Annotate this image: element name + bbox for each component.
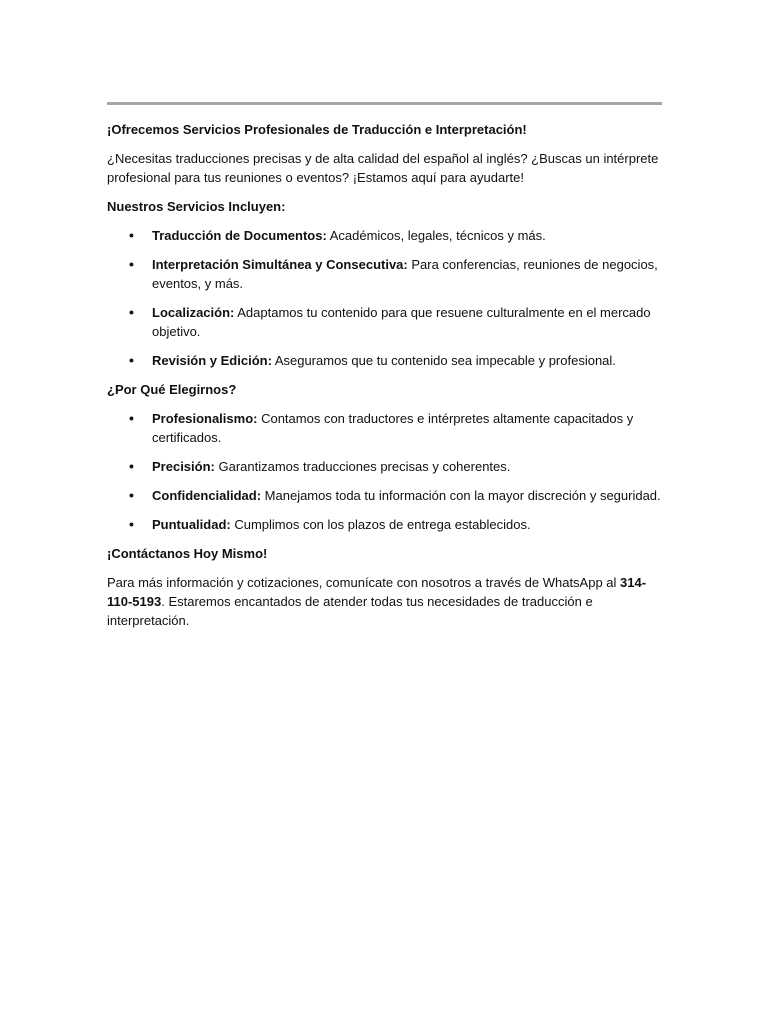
service-description: Para conferencias, reuniones de negocios, eventos, y más. — [152, 257, 658, 291]
reasons-list — [107, 409, 662, 534]
contact-paragraph — [107, 573, 662, 630]
service-item-localization — [107, 303, 662, 341]
service-label: Localización: — [152, 305, 235, 320]
services-list — [107, 226, 662, 370]
reason-item-punctuality — [107, 515, 662, 534]
reason-description: Garantizamos traducciones precisas y coherentes. — [214, 459, 511, 474]
service-description: Aseguramos que tu contenido sea impecable y profesional. — [271, 353, 616, 368]
service-description: Académicos, legales, técnicos y más. — [326, 228, 546, 243]
reason-description: Contamos con traductores e intérpretes altamente capacitados y certificados. — [152, 411, 634, 445]
reason-description: Manejamos toda tu información con la mayor discreción y seguridad. — [261, 488, 661, 503]
reason-item-confidentiality — [107, 486, 662, 505]
reason-label: Precisión: — [152, 459, 215, 474]
reason-label: Profesionalismo: — [152, 411, 258, 426]
service-item-review — [107, 351, 662, 370]
service-label: Traducción de Documentos: — [152, 228, 327, 243]
reason-label: Puntualidad: — [152, 517, 231, 532]
reason-description: Cumplimos con los plazos de entrega establecidos. — [230, 517, 531, 532]
reason-item-professionalism — [107, 409, 662, 447]
service-label: Interpretación Simultánea y Consecutiva: — [152, 257, 408, 272]
document-title: ¡Ofrecemos Servicios Profesionales de Traducción e Interpretación! — [107, 122, 527, 137]
top-divider — [107, 102, 662, 105]
contact-text-pre: Para más información y cotizaciones, comunícate con nosotros a través de WhatsApp al — [107, 575, 621, 590]
document-body — [107, 120, 662, 640]
service-item-interpretation — [107, 255, 662, 293]
contact-heading: ¡Contáctanos Hoy Mismo! — [107, 546, 268, 561]
service-label: Revisión y Edición: — [152, 353, 272, 368]
reason-label: Confidencialidad: — [152, 488, 262, 503]
service-item-translation — [107, 226, 662, 245]
whatsapp-phone-number: 314-110-5193 — [107, 575, 647, 609]
reason-item-precision — [107, 457, 662, 476]
why-heading: ¿Por Qué Elegirnos? — [107, 382, 237, 397]
services-heading: Nuestros Servicios Incluyen: — [107, 199, 286, 214]
intro-paragraph: ¿Necesitas traducciones precisas y de alta calidad del español al inglés? ¿Buscas un intérprete profesional para tus reuniones o eventos? ¡Estamos aquí para ayudarte! — [107, 151, 659, 185]
contact-text-post: . Estaremos encantados de atender todas tus necesidades de traducción e interpretación. — [107, 594, 593, 628]
service-description: Adaptamos tu contenido para que resuene culturalmente en el mercado objetivo. — [152, 305, 651, 339]
